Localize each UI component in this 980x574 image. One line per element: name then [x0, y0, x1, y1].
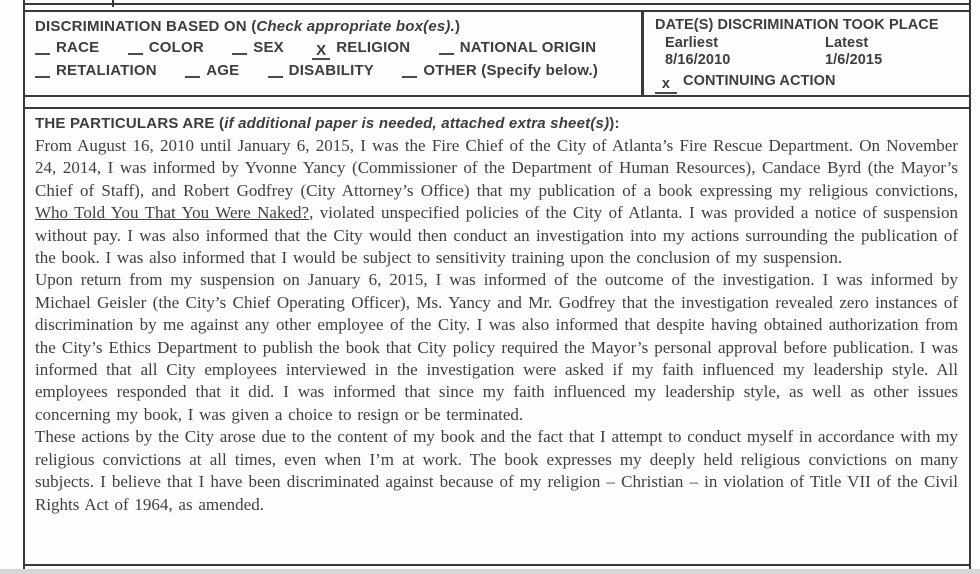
particulars-paragraph-2: Upon return from my suspension on January 6, 2015, I was informed of the outcome of the investigation. I was informed by Michael Geisler (the City’s Chief Operating Officer), Ms. Yancy and Mr. Godfrey that the investigation revealed zero instances of discrimination by me against any other employee of the City. I was also informed that despite having obtained authorization from the City’s Ethics Department to publish the book that City policy required the Mayor’s personal approval before publication. I was informed that all City employees interviewed in the investigation were asked if my faith influenced my leadership style. All employees responded that it did. I was informed that since my faith influenced my leadership style, as well as other issues concerning my book, I was given a choice to resign or be terminated.	[35, 270, 958, 424]
checkbox-label-sex: SEX	[253, 39, 284, 56]
checkbox-item-retaliation[interactable]	[35, 61, 157, 81]
checkbox-label-retaliation: RETALIATION	[56, 62, 157, 79]
particulars-body	[35, 135, 958, 516]
paragraph-1-text: From August 16, 2010 until January 6, 2015, I was the Fire Chief of the City of Atlanta’s Fire Rescue Department. On November 24, 2014, I was informed by Yvonne Yancy (Commissioner of the Department of Human Resources), Candace Byrd (the Mayor’s Chief of Staff), and Robert Godfrey (City Attorney’s Office) that my publication of a book expressing my religious convictions,	[35, 136, 958, 200]
dates-discrimination-box	[641, 10, 971, 97]
checkbox-label-color: COLOR	[148, 39, 204, 56]
latest-value: 1/6/2015	[825, 52, 883, 68]
checkbox-label-age: AGE	[206, 62, 240, 79]
particulars-paragraph-3: These actions by the City arose due to the content of my book and the fact that I attempt to conduct myself in accordance with my religious convictions at all times, even when I’m at work. The book expresses my deeply held religious convictions on many subjects. I believe that I have been discriminated against because of my religion – Christian – in violation of Title VII of the Civil Rights Act of 1964, as amended.	[35, 427, 958, 514]
checkbox-item-age[interactable]	[185, 61, 239, 81]
checkbox-item-color[interactable]	[128, 38, 204, 58]
checkbox-blank-age[interactable]	[185, 62, 200, 78]
checkbox-item-disability[interactable]	[268, 61, 374, 81]
checkbox-label-disability: DISABILITY	[288, 62, 375, 79]
continuing-action-row	[655, 72, 961, 94]
continuing-action-checkbox[interactable]	[655, 78, 677, 94]
checkbox-row-1	[35, 38, 632, 60]
checkbox-blank-other[interactable]	[402, 62, 417, 78]
scan-artifact-tick	[112, 0, 114, 7]
paragraph-1-text-continued: , violated unspecified policies of the City of Atlanta. I was provided a notice of suspension without pay. I was also informed that the City would then conduct an investigation into my actions surrounding the publication of the book. I was also informed that I would be subject to sensitivity training upon the conclusion of my suspension.	[35, 203, 959, 268]
particulars-box	[23, 107, 971, 566]
dates-title: DATE(S) DISCRIMINATION TOOK PLACE	[655, 17, 939, 33]
particulars-paragraph-1	[35, 135, 958, 269]
scan-bottom-edge	[0, 569, 980, 574]
discrimination-title-italic: Check appropriate box(es).	[256, 18, 455, 35]
checkbox-label-national-origin: NATIONAL ORIGIN	[459, 39, 597, 56]
continuing-action-mark: x	[661, 76, 671, 92]
checkbox-blank-sex[interactable]	[232, 39, 247, 55]
continuing-action-label: CONTINUING ACTION	[683, 73, 836, 89]
checkbox-blank-retaliation[interactable]	[35, 62, 50, 78]
particulars-title	[35, 112, 958, 135]
checkbox-blank-religion[interactable]	[312, 44, 330, 60]
checkbox-blank-color[interactable]	[128, 39, 143, 55]
checkbox-label-race: RACE	[56, 39, 100, 56]
discrimination-based-on-box	[23, 10, 644, 97]
checkbox-item-race[interactable]	[35, 38, 99, 58]
dates-values-row	[655, 52, 961, 69]
latest-label: Latest	[825, 35, 869, 51]
discrimination-title-close: )	[454, 18, 461, 35]
particulars-title-text: THE PARTICULARS ARE (	[35, 115, 225, 132]
particulars-title-close: ):	[609, 115, 620, 132]
checkbox-item-religion[interactable]	[312, 38, 410, 60]
checkbox-label-other: OTHER (Specify below.)	[423, 62, 599, 79]
earliest-value: 8/16/2010	[665, 52, 731, 68]
discrimination-title-text: DISCRIMINATION BASED ON (	[35, 18, 257, 35]
checkbox-label-religion: RELIGION	[336, 39, 411, 56]
checkbox-item-other[interactable]	[402, 61, 598, 81]
checkbox-row-2	[35, 61, 632, 81]
checkbox-item-sex[interactable]	[232, 38, 284, 58]
book-title-underlined: Who Told You That You Were Naked?	[35, 203, 310, 223]
earliest-label: Earliest	[665, 35, 719, 51]
form-rule-top	[23, 3, 971, 5]
checkbox-mark-religion-x: X	[316, 42, 327, 59]
checkbox-blank-national-origin[interactable]	[439, 39, 454, 55]
discrimination-title	[35, 17, 632, 37]
checkbox-blank-race[interactable]	[35, 39, 50, 55]
dates-labels-row	[655, 35, 961, 52]
checkbox-item-national-origin[interactable]	[439, 38, 597, 58]
checkbox-blank-disability[interactable]	[268, 62, 283, 78]
particulars-title-italic: if additional paper is needed, attached extra sheet(s)	[224, 115, 610, 132]
